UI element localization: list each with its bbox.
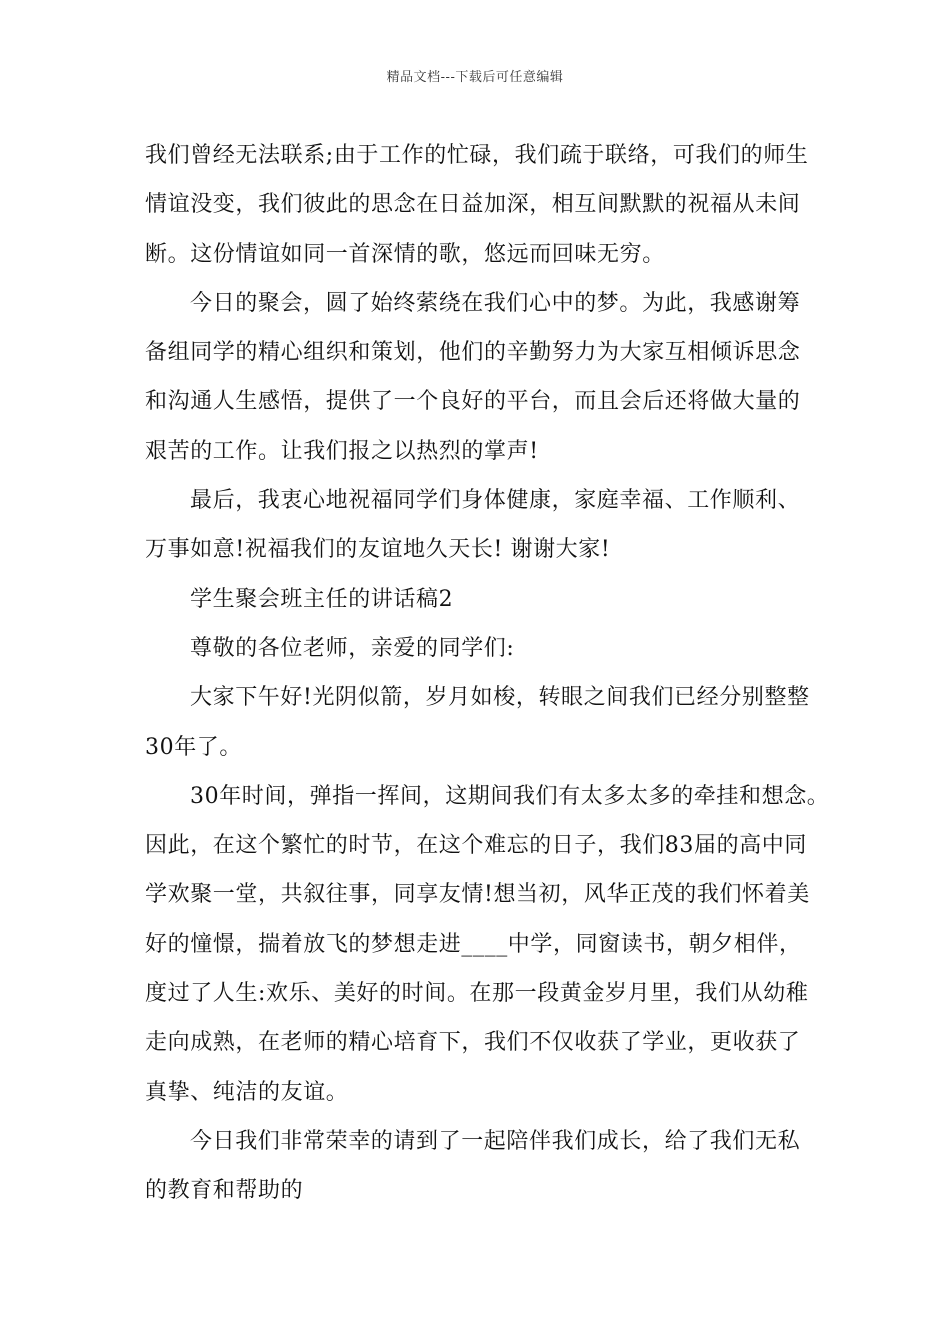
- text-line: 的教育和帮助的: [145, 1178, 304, 1204]
- text-line: 好的憧憬，揣着放飞的梦想走进____中学，同窗读书，朝夕相伴，: [145, 931, 802, 957]
- text-line: 走向成熟，在老师的精心培育下，我们不仅收获了学业，更收获了: [145, 1030, 801, 1056]
- text-line: 30年时间，弹指一挥间，这期间我们有太多太多的牵挂和想念。: [190, 783, 830, 809]
- text-line: 和沟通人生感悟，提供了一个良好的平台，而且会后还将做大量的: [145, 389, 801, 415]
- text-line: 大家下午好!光阴似箭，岁月如梭，转眼之间我们已经分别整整: [190, 685, 810, 711]
- text-line: 备组同学的精心组织和策划，他们的辛勤努力为大家互相倾诉思念: [145, 340, 801, 366]
- text-line: 断。这份情谊如同一首深情的歌，悠远而回味无穷。: [145, 241, 665, 267]
- text-line: 今日我们非常荣幸的请到了一起陪伴我们成长，给了我们无私: [190, 1128, 801, 1154]
- page-header: 精品文档---下载后可任意编辑: [386, 70, 564, 85]
- text-line: 我们曾经无法联系;由于工作的忙碌，我们疏于联络，可我们的师生: [145, 143, 809, 168]
- text-line: 因此，在这个繁忙的时节，在这个难忘的日子，我们83届的高中同: [145, 833, 807, 859]
- text-line: 度过了人生:欢乐、美好的时间。在那一段黄金岁月里，我们从幼稚: [145, 981, 809, 1007]
- document-body: [145, 131, 830, 1216]
- text-line: 今日的聚会，圆了始终萦绕在我们心中的梦。为此，我感谢筹: [190, 290, 801, 316]
- salutation: 尊敬的各位老师，亲爱的同学们:: [190, 635, 515, 661]
- section-title: 学生聚会班主任的讲话稿2: [190, 586, 454, 612]
- text-line: 艰苦的工作。让我们报之以热烈的掌声!: [145, 438, 539, 464]
- text-line: 万事如意!祝福我们的友谊地久天长! 谢谢大家!: [145, 537, 611, 563]
- text-line: 情谊没变，我们彼此的思念在日益加深，相互间默默的祝福从未间: [145, 192, 801, 218]
- text-line: 最后，我衷心地祝福同学们身体健康，家庭幸福、工作顺利、: [190, 488, 801, 514]
- text-line: 真挚、纯洁的友谊。: [145, 1079, 349, 1105]
- text-line: 学欢聚一堂，共叙往事，同享友情!想当初，风华正茂的我们怀着美: [145, 882, 810, 908]
- text-line: 30年了。: [145, 734, 242, 760]
